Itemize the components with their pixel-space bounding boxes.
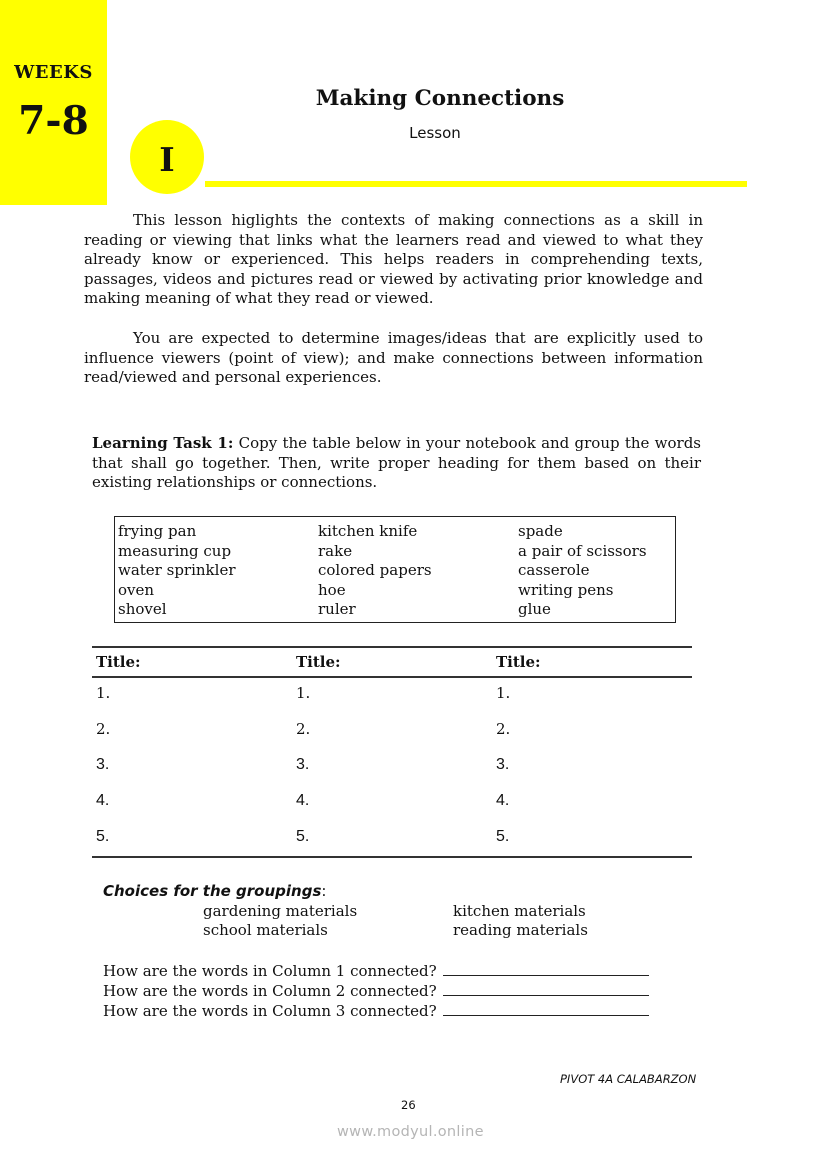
table-cell: 1. — [496, 684, 511, 702]
choice-item: kitchen materials — [453, 902, 586, 920]
word-bank-column-3 — [518, 522, 647, 620]
word-item: ruler — [318, 600, 356, 619]
table-cell: 4. — [496, 792, 510, 809]
choice-item: gardening materials — [203, 902, 358, 920]
table-cell: 5. — [496, 828, 510, 845]
word-item: a pair of scissors — [518, 541, 647, 560]
table-top-rule — [92, 646, 692, 648]
table-cell: 2. — [96, 720, 111, 738]
weeks-label: WEEKS — [14, 62, 93, 83]
word-item: oven — [118, 580, 155, 599]
choice-item: school materials — [203, 921, 328, 939]
table-cell: 4. — [96, 792, 110, 809]
column-3-title: Title: — [496, 653, 541, 671]
question-column-3 — [103, 1001, 649, 1020]
word-item: spade — [518, 522, 563, 540]
table-cell: 5. — [296, 828, 310, 845]
intro-paragraph-2-text: You are expected to determine images/ideas that are explicitly used to influence viewers (point of view); and make connections between information read/viewed and personal experiences. — [84, 329, 703, 387]
question-text: How are the words in Column 2 connected? — [103, 982, 437, 1000]
choice-item: reading materials — [453, 921, 588, 939]
intro-paragraph-1 — [84, 211, 703, 309]
word-bank-column-2 — [318, 522, 432, 620]
page-number: 26 — [401, 1098, 416, 1112]
column-2-title: Title: — [296, 653, 341, 671]
question-text: How are the words in Column 3 connected? — [103, 1002, 437, 1020]
page-subtitle: Lesson — [409, 124, 461, 142]
word-item: shovel — [118, 600, 167, 619]
footer-brand: PIVOT 4A CALABARZON — [560, 1072, 697, 1086]
answer-blank[interactable] — [443, 1001, 649, 1016]
answer-blank[interactable] — [443, 961, 649, 976]
word-item: glue — [518, 600, 551, 619]
table-cell: 1. — [96, 684, 111, 702]
table-header-rule — [92, 676, 692, 678]
lesson-marker-circle — [130, 120, 204, 194]
learning-task-instructions — [92, 434, 701, 493]
word-item: rake — [318, 541, 353, 560]
column-1-title: Title: — [96, 653, 141, 671]
word-item: measuring cup — [118, 541, 232, 560]
word-item: writing pens — [518, 580, 614, 599]
table-cell: 3. — [96, 756, 110, 773]
choices-heading — [103, 882, 326, 900]
intro-paragraph-1-text: This lesson higlights the contexts of making connections as a skill in reading or viewing that links what the learners read and viewed to what they already know or experienced. This helps readers in comprehending texts, passages, videos and pictures read or viewed by activating prior knowledge and making meaning of what they read or viewed. — [84, 211, 703, 308]
answer-blank[interactable] — [443, 981, 649, 996]
choices-heading-text: Choices for the groupings — [103, 882, 322, 900]
weeks-badge — [0, 0, 107, 205]
table-bottom-rule — [92, 856, 692, 858]
question-text: How are the words in Column 1 connected? — [103, 962, 437, 980]
word-bank-box — [114, 516, 676, 623]
word-item: hoe — [318, 580, 346, 599]
learning-task-text: Copy the table below in your notebook and group the words that shall go together. Then, write proper heading for them based on their existing relationships or connections. — [92, 434, 702, 492]
word-item: casserole — [518, 561, 590, 580]
word-item: frying pan — [118, 522, 197, 540]
learning-task-label: Learning Task 1: — [92, 434, 234, 452]
intro-paragraph-2 — [84, 329, 703, 388]
question-column-1 — [103, 961, 649, 980]
watermark: www.modyul.online — [337, 1124, 484, 1140]
lesson-marker-letter: I — [159, 139, 175, 179]
table-cell: 4. — [296, 792, 310, 809]
word-item: colored papers — [318, 561, 432, 580]
table-cell: 2. — [296, 720, 311, 738]
table-cell: 1. — [296, 684, 311, 702]
page-title: Making Connections — [315, 86, 565, 111]
choices-heading-colon: : — [321, 882, 327, 900]
word-item: kitchen knife — [318, 522, 418, 540]
word-bank-column-1 — [118, 522, 236, 620]
question-column-2 — [103, 981, 649, 1000]
header-divider — [205, 181, 747, 187]
table-cell: 3. — [296, 756, 310, 773]
table-cell: 3. — [496, 756, 510, 773]
weeks-number: 7-8 — [18, 98, 89, 144]
table-cell: 5. — [96, 828, 110, 845]
word-item: water sprinkler — [118, 561, 236, 580]
table-cell: 2. — [496, 720, 511, 738]
